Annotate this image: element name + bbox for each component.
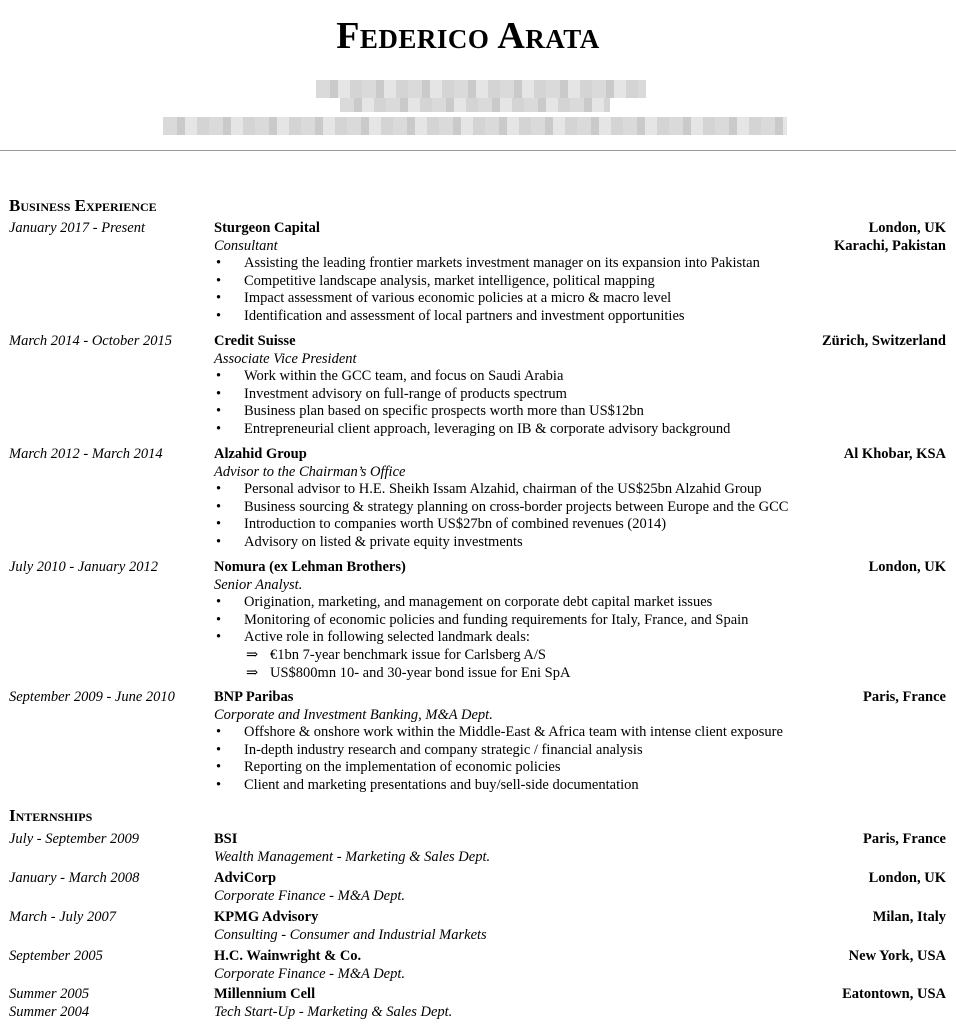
entry-location <box>844 446 946 464</box>
entry-body <box>214 333 814 439</box>
bullet-item: • Competitive landscape analysis, market intelligence, political mapping <box>214 273 814 291</box>
entry-organization: Credit Suisse <box>214 333 296 349</box>
entry-location <box>822 333 946 351</box>
entry-body <box>214 446 814 552</box>
bullet-item: • Active role in following selected landmark deals: <box>214 629 814 647</box>
bullet-item: • Monitoring of economic policies and funding requirements for Italy, France, and Spain <box>214 612 814 630</box>
deal-item: ⇒ US$800mn 10- and 30-year bond issue for Eni SpA <box>214 665 814 683</box>
bullet-item: • Identification and assessment of local partners and investment opportunities <box>214 308 814 326</box>
deal-item: ⇒ €1bn 7-year benchmark issue for Carlsberg A/S <box>214 647 814 665</box>
entry-role: Senior Analyst. <box>214 576 303 593</box>
entry-role: Corporate Finance - M&A Dept. <box>214 887 406 904</box>
entry-bullet-list <box>214 368 814 438</box>
bullet-item: • Entrepreneurial client approach, leveraging on IB & corporate advisory background <box>214 421 814 439</box>
entry-organization: Sturgeon Capital <box>214 220 320 236</box>
entry-body <box>214 831 814 866</box>
bullet-item: • Work within the GCC team, and focus on Saudi Arabia <box>214 368 814 386</box>
location-line: London, UK <box>868 559 946 575</box>
entry-date: September 2005 <box>9 948 103 964</box>
redacted-contact-line-1 <box>316 80 646 98</box>
entry-body <box>214 559 814 682</box>
entry-location: Paris, France <box>863 831 946 847</box>
entry-location: Milan, Italy <box>872 909 946 925</box>
bullet-item: • Business plan based on specific prospects worth more than US$12bn <box>214 403 814 421</box>
entry-body <box>214 986 814 1021</box>
entry-role: Wealth Management - Marketing & Sales Dept. <box>214 848 491 865</box>
bullet-item: • Client and marketing presentations and buy/sell-side documentation <box>214 777 814 795</box>
entry-date: March - July 2007 <box>9 909 116 925</box>
entry-body <box>214 220 814 326</box>
entry-role: Corporate Finance - M&A Dept. <box>214 965 406 982</box>
entry-body <box>214 909 814 944</box>
entry-bullet-list <box>214 594 814 647</box>
entry-organization: BNP Paribas <box>214 689 294 705</box>
entry-date: March 2014 - October 2015 <box>9 333 172 349</box>
bullet-item: • Business sourcing & strategy planning on cross-border projects between Europe and the GCC <box>214 499 814 517</box>
entry-deal-list <box>214 647 814 682</box>
entry-location: New York, USA <box>848 948 946 964</box>
date-line: Summer 2004 <box>9 1003 90 1020</box>
entry-location <box>863 689 946 707</box>
location-line: Zürich, Switzerland <box>821 333 946 349</box>
entry-role: Associate Vice President <box>214 350 357 367</box>
entry-date: September 2009 - June 2010 <box>9 689 175 705</box>
entry-date: January 2017 - Present <box>9 220 145 236</box>
bullet-item: • Offshore & onshore work within the Middle-East & Africa team with intense client exposure <box>214 724 814 742</box>
bullet-item: • In-depth industry research and company strategic / financial analysis <box>214 742 814 760</box>
entry-organization: Millennium Cell <box>214 986 316 1002</box>
entry-date: July 2010 - January 2012 <box>9 559 158 575</box>
bullet-item: • Advisory on listed & private equity investments <box>214 534 814 552</box>
entry-organization: H.C. Wainwright & Co. <box>214 948 362 964</box>
entry-location: London, UK <box>868 870 946 886</box>
entry-body <box>214 948 814 983</box>
entry-date: July - September 2009 <box>9 831 140 847</box>
bullet-item: • Introduction to companies worth US$27bn of combined revenues (2014) <box>214 516 814 534</box>
bullet-item: • Reporting on the implementation of economic policies <box>214 759 814 777</box>
redacted-contact-line-3 <box>163 117 787 135</box>
entry-organization: AdviCorp <box>214 870 277 886</box>
entry-bullet-list <box>214 481 814 551</box>
location-line: London, UK <box>868 220 946 236</box>
entry-role: Tech Start-Up - Marketing & Sales Dept. <box>214 1003 453 1020</box>
location-line: Karachi, Pakistan <box>834 237 946 254</box>
entry-date: January - March 2008 <box>9 870 140 886</box>
entry-bullet-list <box>214 255 814 325</box>
bullet-item: • Assisting the leading frontier markets investment manager on its expansion into Pakistan <box>214 255 814 273</box>
entry-location: Eatontown, USA <box>842 986 946 1002</box>
entry-location <box>834 220 946 255</box>
entry-organization: KPMG Advisory <box>214 909 319 925</box>
bullet-item: • Investment advisory on full-range of products spectrum <box>214 386 814 404</box>
section-title-business-experience: Business Experience <box>9 196 157 215</box>
entry-body <box>214 689 814 795</box>
entry-role: Consulting - Consumer and Industrial Markets <box>214 926 487 943</box>
entry-date: March 2012 - March 2014 <box>9 446 163 462</box>
section-title-internships: Internships <box>9 806 93 825</box>
bullet-item: • Personal advisor to H.E. Sheikh Issam Alzahid, chairman of the US$25bn Alzahid Group <box>214 481 814 499</box>
entry-date <box>9 986 89 1021</box>
entry-location <box>869 559 946 577</box>
entry-role: Consultant <box>214 237 278 254</box>
entry-organization: Nomura (ex Lehman Brothers) <box>214 559 406 575</box>
entry-role: Advisor to the Chairman’s Office <box>214 463 406 480</box>
location-line: Paris, France <box>863 689 946 705</box>
entry-role: Corporate and Investment Banking, M&A Dept. <box>214 706 493 723</box>
entry-organization: BSI <box>214 831 238 847</box>
candidate-name: Federico Arata <box>336 15 600 57</box>
location-line: Al Khobar, KSA <box>843 446 946 462</box>
header-divider <box>0 150 956 151</box>
entry-bullet-list <box>214 724 814 794</box>
bullet-item: • Origination, marketing, and management on corporate debt capital market issues <box>214 594 814 612</box>
redacted-contact-line-2 <box>340 98 610 112</box>
entry-organization: Alzahid Group <box>214 446 307 462</box>
bullet-item: • Impact assessment of various economic policies at a micro & macro level <box>214 290 814 308</box>
entry-body <box>214 870 814 905</box>
date-line: Summer 2005 <box>9 986 90 1002</box>
